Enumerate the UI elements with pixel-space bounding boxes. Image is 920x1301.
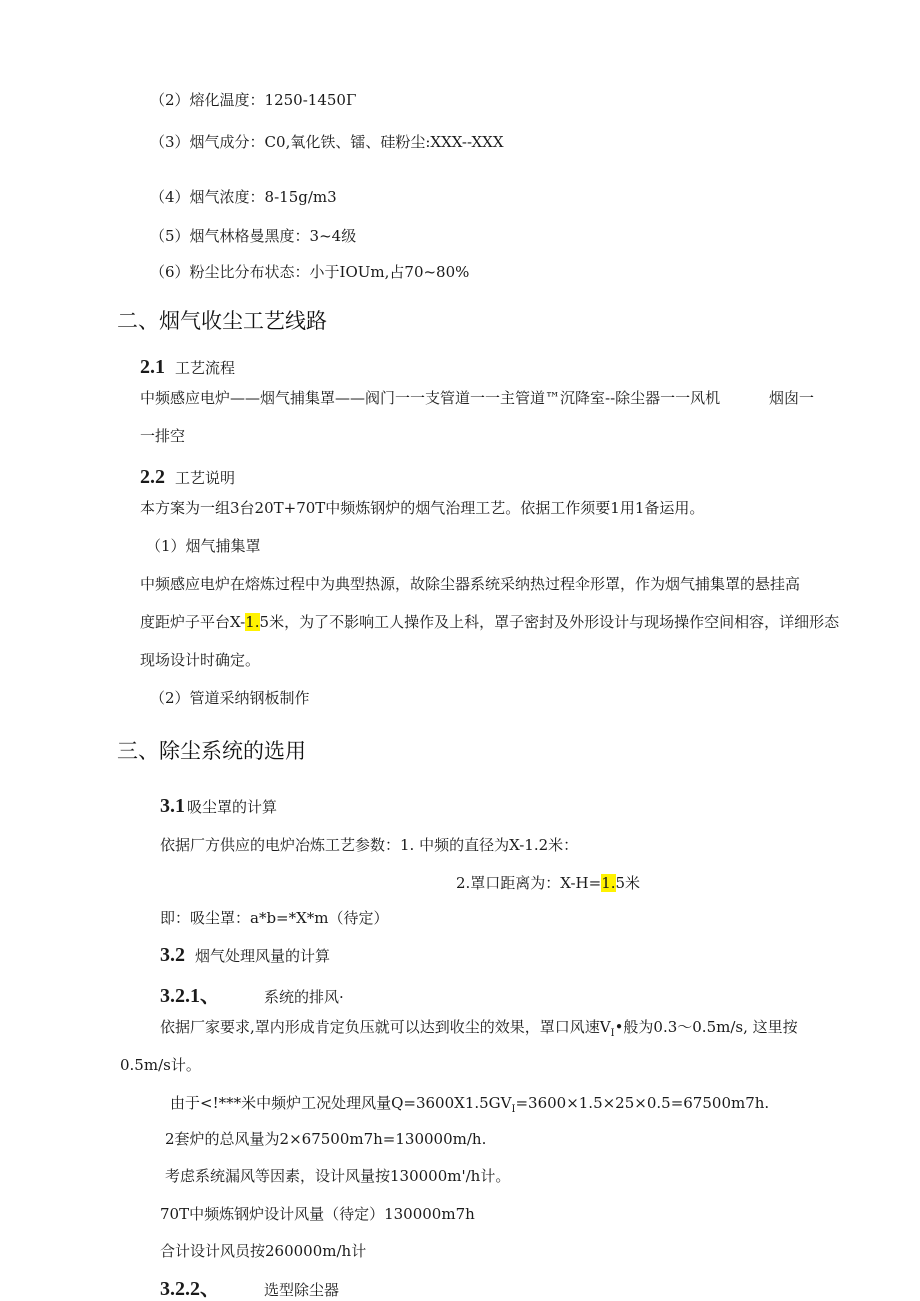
- hood-calc-line-3: 即：吸尘罩：a*b=*X*m（待定）: [160, 909, 389, 927]
- heading-title: 烟气处理风量的计算: [195, 947, 331, 965]
- text-fragment: 依据厂家要求,罩内形成肯定负压就可以达到收尘的效果，罩口风速V: [160, 1018, 611, 1036]
- text-fragment: =3600×1.5×25×0.5=67500m7h.: [515, 1094, 770, 1112]
- text-fragment: •般为0.3～0.5m/s, 这里按: [614, 1018, 798, 1036]
- total-design-airflow-line: 合计设计风员按260000m/h计: [160, 1242, 367, 1260]
- heading-section-2: 二、烟气收尘工艺线路: [117, 309, 327, 333]
- param-flue-gas-composition: （3）烟气成分：C0,氧化铁、镭、硅粉尘:XXX--XXX: [150, 133, 504, 151]
- param-flue-gas-concentration: （4）烟气浓度：8-15g∕m3: [150, 188, 337, 206]
- leakage-design-line: 考虑系统漏风等因素，设计风量按130000m'/h计。: [165, 1167, 511, 1185]
- hood-paragraph-line-2: [140, 612, 839, 632]
- text-fragment: 5米，为了不影响工人操作及上科，罩子密封及外形设计与现场操作空间相容，详细形态: [259, 613, 840, 631]
- process-flow-line: 中频感应电炉——烟气捕集罩——阀门一一支管道一一主管道™沉降室--除尘器一一风机: [140, 389, 721, 407]
- subheading-duct: （2）管道采纳钢板制作: [150, 689, 310, 707]
- heading-title: 吸尘罩的计算: [187, 798, 278, 816]
- text-fragment: 5米: [615, 874, 641, 892]
- heading-number: 3.2.2、: [160, 1278, 220, 1300]
- heading-2-1: [140, 356, 235, 379]
- heading-3-1: [160, 795, 277, 818]
- hood-calc-line-1: 依据厂方供应的电炉冶炼工艺参数：1. 中频的直径为X-1.2米：: [160, 836, 579, 854]
- param-dust-distribution: （6）粉尘比分布状态：小于IOUm,占70~80%: [150, 263, 470, 281]
- heading-title: 工艺流程: [175, 359, 236, 377]
- text-fragment: 度距炉子平台X-: [140, 613, 246, 631]
- highlighted-value: 1.: [601, 874, 616, 892]
- process-flow-line-cont: 一排空: [140, 427, 186, 445]
- process-flow-line-end: 烟囱一: [769, 389, 815, 407]
- param-melting-temp: （2）熔化温度：1250-1450Γ: [150, 91, 357, 109]
- exhaust-paragraph-line-1: [160, 1017, 798, 1044]
- heading-3-2-2: [160, 1278, 339, 1301]
- airflow-calc-line: [170, 1093, 769, 1120]
- heading-title: 选型除尘器: [264, 1281, 340, 1299]
- exhaust-paragraph-line-2: 0.5m/s计。: [120, 1056, 201, 1074]
- subheading-hood: （1）烟气捕集罩: [146, 537, 261, 555]
- heading-3-2-1: [160, 985, 344, 1008]
- subscript: I: [610, 1028, 615, 1039]
- text-fragment: 2.罩口距离为：X-H=: [456, 874, 602, 892]
- hood-paragraph-line-1: 中频感应电炉在熔炼过程中为典型热源，故除尘器系统采纳热过程伞形罩，作为烟气捕集罩的悬挂高: [140, 575, 801, 593]
- heading-number: 2.1: [140, 356, 165, 378]
- hood-paragraph-line-3: 现场设计时确定。: [140, 651, 261, 669]
- furnace-70t-airflow-line: 70T中频炼钢炉设计风量（待定）130000m7h: [160, 1205, 475, 1223]
- subscript: I: [511, 1104, 516, 1115]
- heading-3-2: [160, 944, 330, 967]
- heading-2-2: [140, 466, 235, 489]
- heading-section-3: 三、除尘系统的选用: [117, 739, 306, 763]
- highlighted-value: 1.: [245, 613, 260, 631]
- total-airflow-line: 2套炉的总风量为2×67500m7h=130000m∕h.: [165, 1130, 487, 1148]
- heading-number: 3.1: [160, 795, 185, 817]
- param-ringelmann-blackness: （5）烟气林格曼黑度：3~4级: [150, 227, 357, 245]
- text-fragment: 由于<!***米中频炉工况处理风量Q=3600X1.5GV: [170, 1094, 512, 1112]
- heading-number: 3.2.1、: [160, 985, 220, 1007]
- heading-title: 工艺说明: [175, 469, 236, 487]
- heading-number: 2.2: [140, 466, 165, 488]
- paragraph-2-2: 本方案为一组3台20T+70T中频炼钢炉的烟气治理工艺。依据工作须要1用1备运用。: [140, 499, 705, 517]
- heading-number: 3.2: [160, 944, 185, 966]
- heading-title: 系统的排风·: [264, 988, 344, 1006]
- hood-calc-line-2: [456, 873, 640, 893]
